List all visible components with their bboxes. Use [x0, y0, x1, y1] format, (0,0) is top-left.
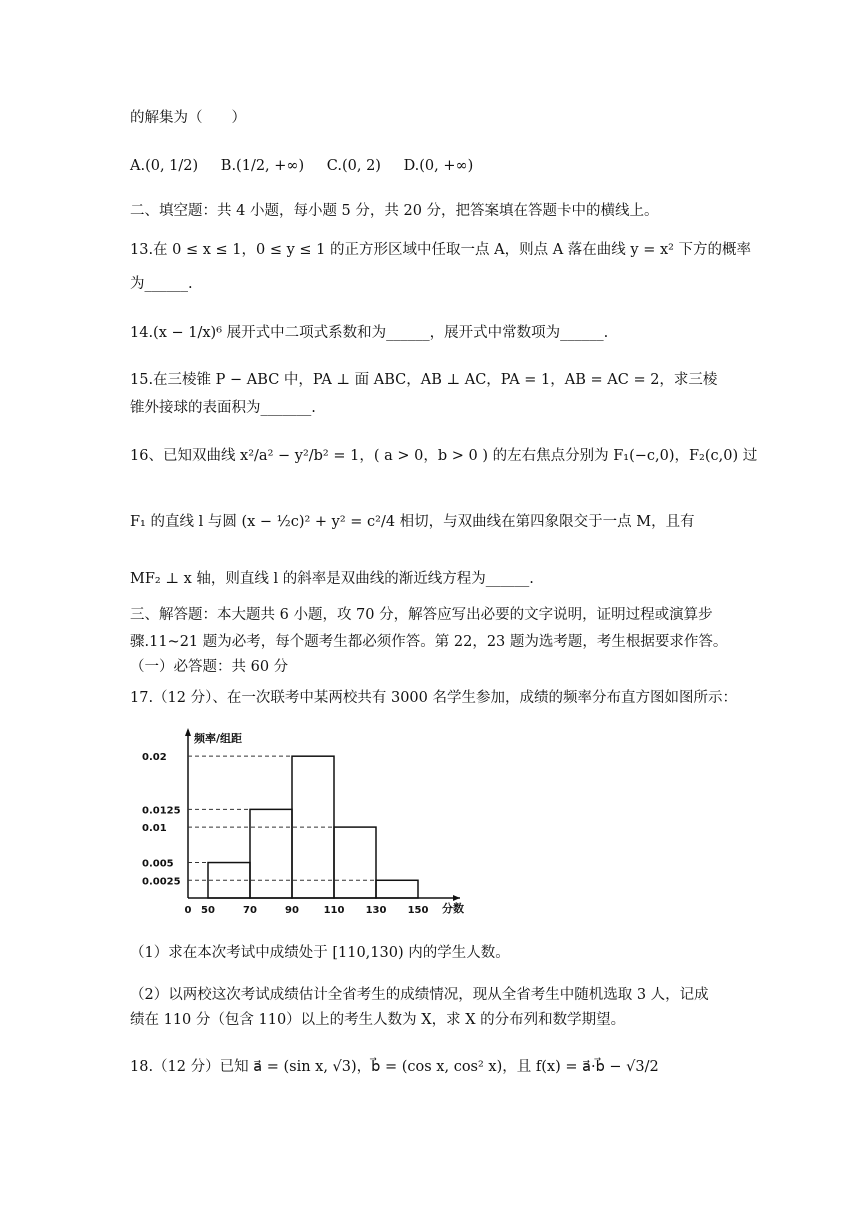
y-tick-label: 0.0025	[142, 876, 181, 888]
y-tick-label: 0.0125	[142, 805, 181, 817]
section-3-line-3: （一）必答题：共 60 分	[130, 659, 289, 675]
section-3-line-1: 三、解答题：本大题共 6 小题，攻 70 分，解答应写出必要的文字说明，证明过程或演算步	[130, 607, 713, 623]
q15-line-1: 15.在三棱锥 P − ABC 中，PA ⊥ 面 ABC，AB ⊥ AC，PA = 1，AB = AC = 2，求三棱	[130, 372, 718, 388]
x-tick-label: 110	[323, 905, 345, 916]
q14: 14.(x − 1/x)⁶ 展开式中二项式系数和为______，展开式中常数项为______.	[130, 325, 609, 341]
q15-line-2: 锥外接球的表面积为_______.	[130, 400, 316, 416]
q17-intro: 17.（12 分）、在一次联考中某两校共有 3000 名学生参加，成绩的频率分布直方图如图所示：	[130, 690, 737, 706]
section-2-heading: 二、填空题：共 4 小题，每小题 5 分，共 20 分，把答案填在答题卡中的横线上。	[130, 203, 659, 219]
histogram-bar	[292, 756, 334, 898]
q16-line-3: MF₂ ⊥ x 轴，则直线 l 的斜率是双曲线的渐近线方程为______.	[130, 571, 534, 587]
frequency-histogram	[130, 718, 470, 926]
histogram-bar	[208, 863, 250, 898]
y-tick-label: 0.01	[142, 823, 167, 835]
q17-part-2-line-2: 绩在 110 分（包含 110）以上的考生人数为 X，求 X 的分布列和数学期望。	[130, 1012, 626, 1028]
x-tick-label: 150	[407, 905, 429, 916]
x-tick-label: 90	[285, 905, 299, 916]
q13-line-1: 13.在 0 ≤ x ≤ 1，0 ≤ y ≤ 1 的正方形区域中任取一点 A，则点 A 落在曲线 y = x² 下方的概率	[130, 242, 752, 258]
option-b: B.(1/2, +∞)	[220, 158, 305, 174]
section-3-line-2: 骤.11~21 题为必考，每个题考生都必须作答。第 22，23 题为选考题，考生根据要求作答。	[130, 634, 728, 650]
q12-options	[130, 156, 491, 176]
histogram-bar	[376, 880, 418, 898]
q17-part-1: （1）求在本次考试中成绩处于 [110,130) 内的学生人数。	[130, 945, 510, 961]
q17-part-2-line-1: （2）以两校这次考试成绩估计全省考生的成绩情况，现从全省考生中随机选取 3 人，记成	[130, 987, 709, 1003]
x-axis-arrow	[453, 895, 460, 901]
option-d: D.(0, +∞)	[403, 158, 474, 174]
q16-line-1: 16、已知双曲线 x²/a² − y²/b² = 1，( a > 0，b > 0 ) 的左右焦点分别为 F₁(−c,0)，F₂(c,0) 过	[130, 448, 758, 464]
q12-tail: 的解集为（ ）	[130, 110, 246, 126]
x-tick-label: 0	[184, 905, 192, 916]
histogram-bar	[334, 827, 376, 898]
q13-line-2: 为______.	[130, 276, 193, 292]
histogram-bar	[250, 809, 292, 898]
x-tick-label: 70	[243, 905, 257, 916]
q16-line-2: F₁ 的直线 l 与圆 (x − ½c)² + y² = c²/4 相切，与双曲线在第四象限交于一点 M，且有	[130, 514, 695, 530]
x-axis-label: 分数	[442, 902, 464, 915]
option-a: A.(0, 1/2)	[130, 158, 199, 174]
y-axis-arrow	[185, 728, 191, 736]
y-tick-label: 0.02	[142, 752, 167, 764]
x-tick-label: 130	[365, 905, 387, 916]
q18: 18.（12 分）已知 a⃗ = (sin x, √3)，b⃗ = (cos x, cos² x)，且 f(x) = a⃗·b⃗ − √3/2	[130, 1059, 659, 1075]
option-c: C.(0, 2)	[326, 158, 381, 174]
x-tick-label: 50	[201, 905, 215, 916]
y-axis-label: 频率/组距	[194, 732, 243, 745]
y-tick-label: 0.005	[142, 858, 174, 870]
